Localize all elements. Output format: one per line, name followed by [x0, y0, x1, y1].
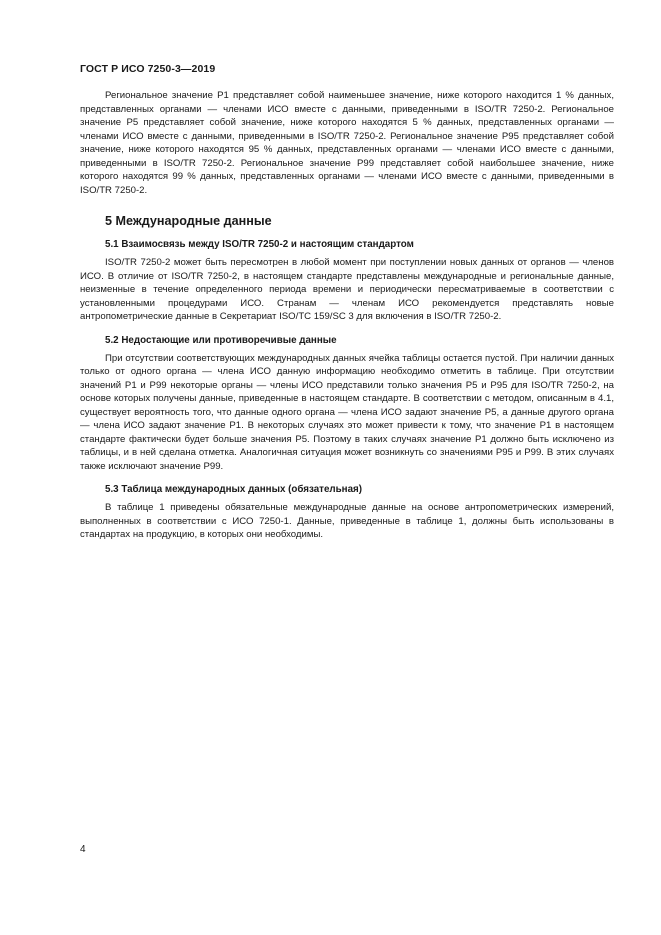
section-5-2-heading: 5.2 Недостающие или противоречивые данные — [105, 334, 337, 346]
section-5-2-paragraph: При отсутствии соответствующих международных данных ячейка таблицы остается пустой. При наличии данных только от одного органа — члена ИСО данную информацию необходимо отметить в таблице. При отсутствии значений P1 и P99 некоторые органы — члены ИСО представили только значения P5 и P95 для ISO/TR 7250-2, на основе которых получены данные, приведенные в настоящем стандарте. В соответствии с методом, описанным в 4.1, существует вероятность того, что данные одного органа — члена ИСО задают значение P5, а данные другого органа — члена ИСО задают значение P1. В некоторых случаях это может привести к тому, что значение P1 в настоящем стандарте фактически будет больше значения P5. Поэтому в таких случаях значение P1 должно быть исключено из таблицы, и в ней сделана отметка. Аналогичная ситуация может возникнуть со значениями P95 и P99. В этих случаях также исключают значение P99. — [80, 352, 614, 472]
document-body — [80, 89, 614, 542]
page-number: 4 — [80, 844, 86, 855]
section-5-3-paragraph: В таблице 1 приведены обязательные международные данные на основе антропометрических измерений, выполненных в соответствии с ИСО 7250-1. Данные, приведенные в таблице 1, должны быть использованы в стандартах на продукцию, в которых они необходимы. — [80, 502, 614, 540]
intro-paragraph: Региональное значение P1 представляет собой наименьшее значение, ниже которого находится 1 % данных, представленных органами — членами ИСО вместе с данными, приведенными в ISO/TR 7250-2. Региональное значение P5 представляет собой значение, ниже которого находятся 5 % данных, представленных органами — членами ИСО вместе с данными, приведенными в ISO/TR 7250-2. Региональное значение P95 представляет собой значение, ниже которого находятся 95 % данных, представленных органами — членами ИСО вместе с данными, приведенными в ISO/TR 7250-2. Региональное значение P99 представляет собой наибольшее значение, ниже которого находятся 99 % данных, представленных органами — членами ИСО вместе с данными, приведенными в ISO/TR 7250-2. — [80, 90, 614, 196]
document-header: ГОСТ Р ИСО 7250-3—2019 — [80, 63, 216, 75]
section-5-heading: 5 Международные данные — [105, 214, 272, 228]
section-5-3-heading: 5.3 Таблица международных данных (обязательная) — [105, 484, 363, 495]
section-5-1-heading: 5.1 Взаимосвязь между ISO/TR 7250-2 и настоящим стандартом — [105, 239, 414, 250]
section-5-1-paragraph: ISO/TR 7250-2 может быть пересмотрен в любой момент при поступлении новых данных от органов — членов ИСО. В отличие от ISO/TR 7250-2, в настоящем стандарте представлены международные и региональные данные, неизменные в течение определенного периода времени и периодически пересматриваемые в соответствии с установленными процедурами ИСО. Странам — членам ИСО рекомендуется представлять новые антропометрические данные в Секретариат ISO/TC 159/SC 3 для включения в ISO/TR 7250-2. — [80, 257, 614, 322]
